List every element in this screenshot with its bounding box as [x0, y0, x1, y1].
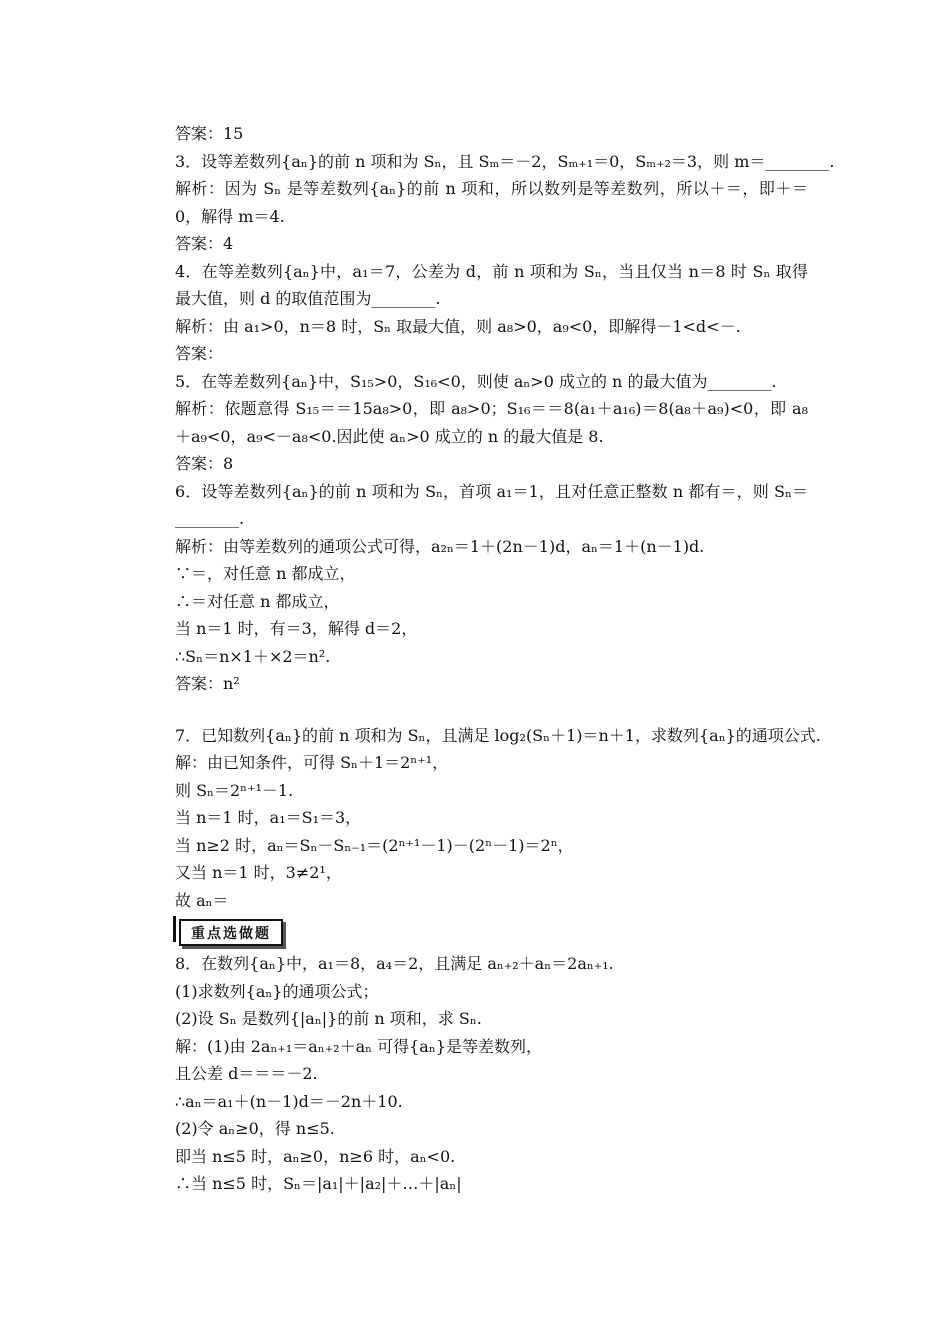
- text-line: 7．已知数列{aₙ}的前 n 项和为 Sₙ，且满足 log₂(Sₙ＋1)＝n＋1，求数列{aₙ}的通项公式.: [175, 725, 821, 745]
- text-line: 答案：8: [175, 454, 234, 473]
- text-line: 则 Sₙ＝2ⁿ⁺¹－1.: [175, 780, 294, 800]
- text-line: 即当 n≤5 时，aₙ≥0，n≥6 时，aₙ<0.: [175, 1146, 456, 1166]
- text-line: 解：由已知条件，可得 Sₙ＋1＝2ⁿ⁺¹，: [175, 753, 449, 772]
- spacer: [143, 698, 808, 722]
- text-line: 解析：依题意得 S₁₅＝＝15a₈>0，即 a₈>0；S₁₆＝＝8(a₁＋a₁₆)＝8(a₈＋a₉)<0，即 a₈＋a₉<0，a₉<－a₈<0.因此使 aₙ>0 成立的 n 的最大值是 8.: [175, 399, 808, 446]
- text-line: (2)令 aₙ≥0，得 n≤5.: [175, 1119, 335, 1138]
- text-line: 当 n＝1 时，a₁＝S₁＝3，: [175, 808, 362, 827]
- block-problems-3-6: [143, 120, 835, 698]
- text-line: 3．设等差数列{aₙ}的前 n 项和为 Sₙ，且 Sₘ＝－2，Sₘ₊₁＝0，Sₘ₊₂＝3，则 m＝________.: [175, 151, 835, 171]
- text-line: 4．在等差数列{aₙ}中，a₁＝7，公差为 d，前 n 项和为 Sₙ，当且仅当 n＝8 时 Sₙ 取得最大值，则 d 的取值范围为________.: [175, 261, 808, 308]
- block-problem-7: [143, 722, 821, 915]
- text-line: 8．在数列{aₙ}中，a₁＝8，a₄＝2，且满足 aₙ₊₂＋aₙ＝2aₙ₊₁.: [175, 954, 614, 973]
- text-line: 解析：因为 Sₙ 是等差数列{aₙ}的前 n 项和，所以数列是等差数列，所以＋＝，即＋＝0，解得 m＝4.: [175, 179, 808, 226]
- text-line: ∴＝对任意 n 都成立，: [175, 591, 340, 611]
- text-line: 当 n≥2 时，aₙ＝Sₙ－Sₙ₋₁＝(2ⁿ⁺¹－1)－(2ⁿ－1)＝2ⁿ，: [175, 835, 574, 855]
- text-line: ∵＝，对任意 n 都成立，: [175, 564, 356, 583]
- block-problem-8: [143, 950, 808, 1198]
- text-line: 且公差 d＝＝＝－2.: [175, 1064, 318, 1083]
- section-badge: 重点选做题: [179, 919, 283, 946]
- text-line: 故 aₙ＝: [175, 890, 229, 910]
- text-line: ∴当 n≤5 时，Sₙ＝|a₁|＋|a₂|＋…＋|aₙ|: [175, 1174, 462, 1193]
- text-line: 解：(1)由 2aₙ₊₁＝aₙ₊₂＋aₙ 可得{aₙ}是等差数列，: [175, 1036, 542, 1056]
- text-line: 答案：4: [175, 234, 234, 253]
- text-line: 又当 n＝1 时，3≠2¹，: [175, 863, 342, 882]
- section-header: [143, 914, 808, 950]
- text-line: (2)设 Sₙ 是数列{|aₙ|}的前 n 项和，求 Sₙ.: [175, 1009, 482, 1028]
- document-content: [143, 120, 835, 1198]
- text-line: 5．在等差数列{aₙ}中，S₁₅>0，S₁₆<0，则使 aₙ>0 成立的 n 的最大值为________.: [175, 371, 777, 391]
- text-line: 解析：由等差数列的通项公式可得，a₂ₙ＝1＋(2n－1)d，aₙ＝1＋(n－1)d.: [175, 536, 705, 556]
- text-line: 解析：由 a₁>0，n＝8 时，Sₙ 取最大值，则 a₈>0，a₉<0，即解得－1<d<－.: [175, 316, 741, 336]
- text-line: ∴aₙ＝a₁＋(n－1)d＝－2n＋10.: [175, 1091, 403, 1111]
- text-line: 答案：n²: [175, 674, 240, 693]
- text-line: 答案：15: [175, 124, 244, 143]
- text-line: 当 n＝1 时，有＝3，解得 d＝2，: [175, 619, 418, 638]
- text-line: 6．设等差数列{aₙ}的前 n 项和为 Sₙ，首项 a₁＝1，且对任意正整数 n 都有＝，则 Sₙ＝________.: [175, 481, 808, 528]
- text-line: (1)求数列{aₙ}的通项公式；: [175, 981, 379, 1001]
- text-line: ∴Sₙ＝n×1＋×2＝n².: [175, 646, 331, 666]
- text-line: 答案：: [175, 344, 224, 363]
